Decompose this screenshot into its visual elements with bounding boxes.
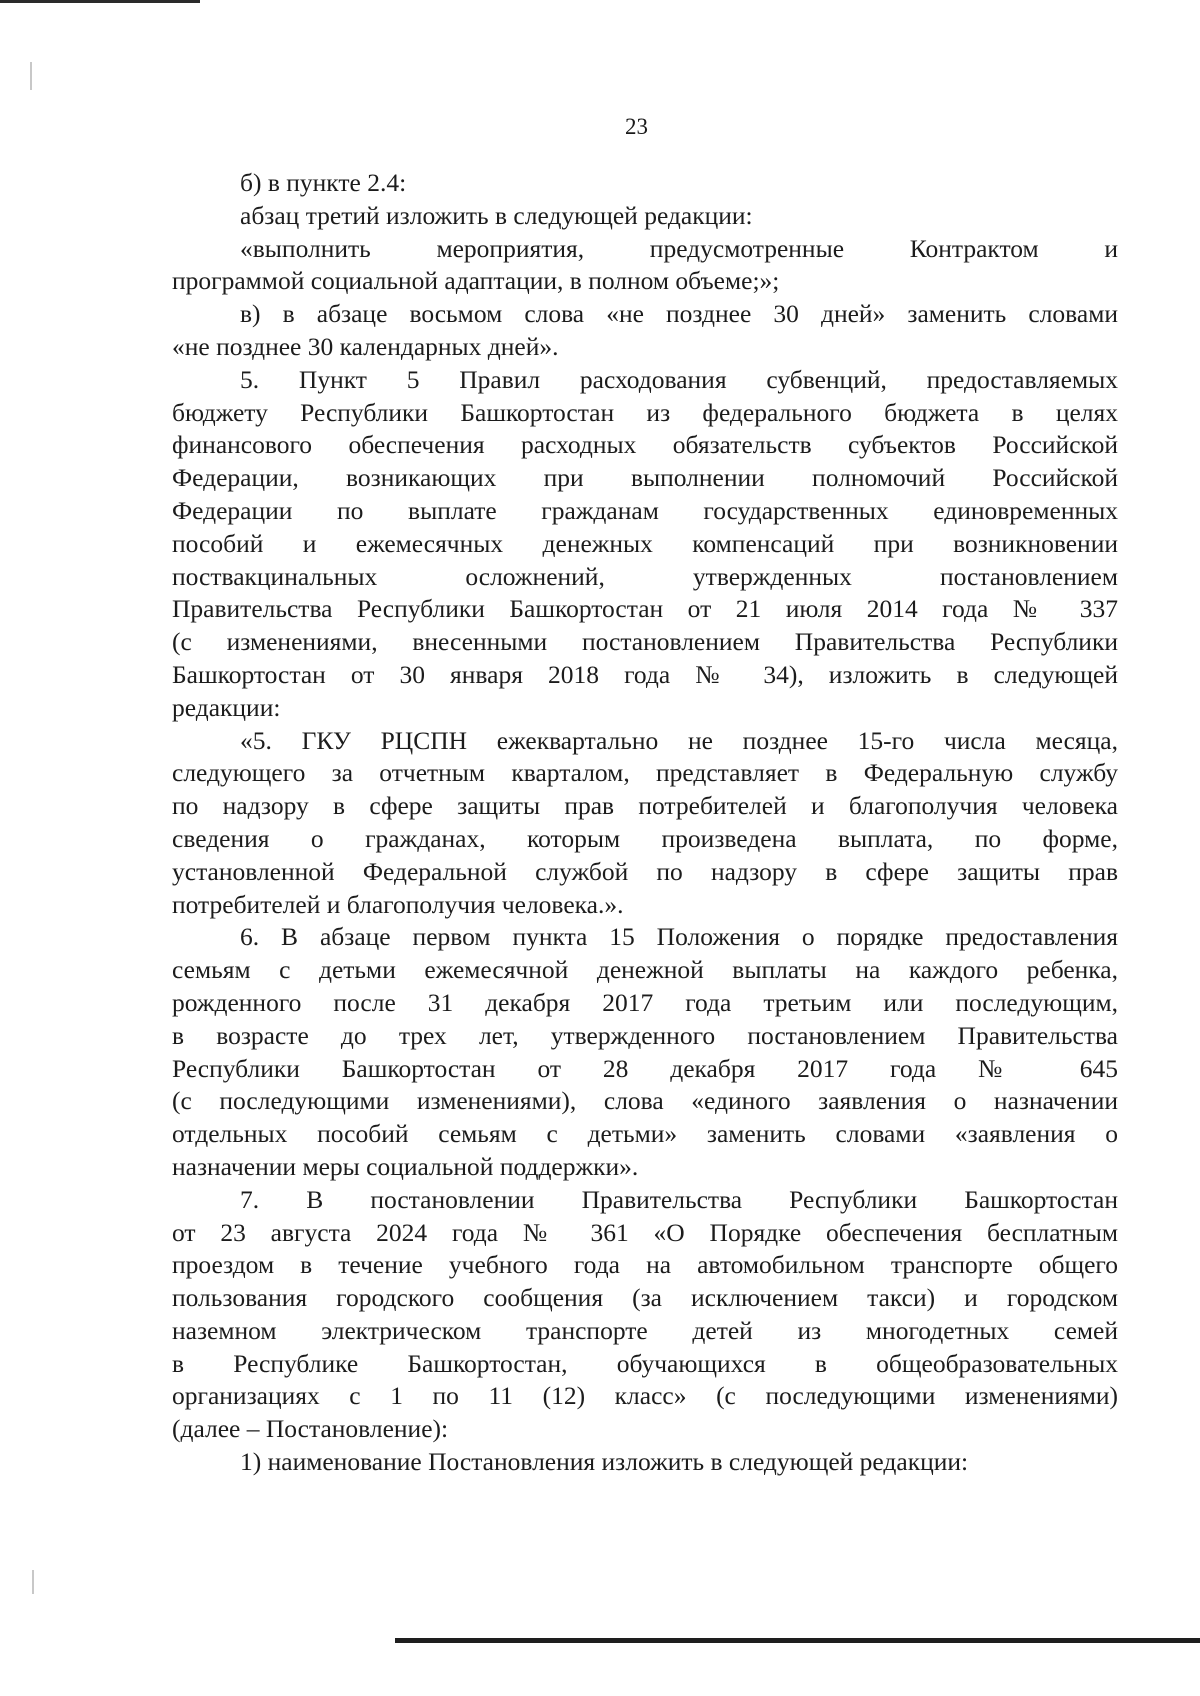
text-line: финансового обеспечения расходных обязательств субъектов Российской	[172, 430, 1118, 460]
text-line: отдельных пособий семьям с детьми» заменить словами «заявления о	[172, 1119, 1118, 1149]
text-line: программой социальной адаптации, в полном объеме;»;	[172, 266, 780, 296]
text-line: (с последующими изменениями), слова «единого заявления о назначении	[172, 1086, 1118, 1116]
text-line: редакции:	[172, 692, 281, 722]
text-line: пособий и ежемесячных денежных компенсаций при возникновении	[172, 528, 1118, 558]
text-line: от 23 августа 2024 года № 361 «О Порядке обеспечения бесплатным	[172, 1217, 1118, 1247]
text-line: в возрасте до трех лет, утвержденного постановлением Правительства	[172, 1020, 1118, 1050]
text-line: по надзору в сфере защиты прав потребителей и благополучия человека	[172, 791, 1118, 821]
text-line: Федерации по выплате гражданам государственных единовременных	[172, 495, 1118, 525]
document-body	[172, 167, 1118, 1479]
text-line: 5. Пункт 5 Правил расходования субвенций, предоставляемых	[240, 364, 1118, 394]
text-line: 1) наименование Постановления изложить в следующей редакции:	[240, 1447, 969, 1477]
text-line: Федерации, возникающих при выполнении полномочий Российской	[172, 463, 1118, 493]
text-line: «не позднее 30 календарных дней».	[172, 331, 559, 361]
text-line: Республики Башкортостан от 28 декабря 2017 года № 645	[172, 1053, 1118, 1083]
text-line: назначении меры социальной поддержки».	[172, 1151, 639, 1181]
text-line: (далее – Постановление):	[172, 1414, 449, 1444]
text-line: в) в абзаце восьмом слова «не позднее 30 дней» заменить словами	[240, 299, 1118, 329]
text-line: 7. В постановлении Правительства Республики Башкортостан	[240, 1184, 1118, 1214]
scan-edge-line-top	[0, 0, 200, 3]
text-line: сведения о гражданах, которым произведена выплата, по форме,	[172, 823, 1118, 853]
text-line: Башкортостан от 30 января 2018 года № 34), изложить в следующей	[172, 659, 1118, 689]
text-line: «5. ГКУ РЦСПН ежеквартально не позднее 15-го числа месяца,	[240, 725, 1118, 755]
text-line: б) в пункте 2.4:	[240, 168, 407, 197]
text-line: организациях с 1 по 11 (12) класс» (с последующими изменениями)	[172, 1381, 1118, 1411]
text-line: поствакцинальных осложнений, утвержденных постановлением	[172, 561, 1118, 591]
page-number: 23	[625, 114, 648, 139]
text-line: семьям с детьми ежемесячной денежной выплаты на каждого ребенка,	[172, 955, 1118, 985]
text-line: 6. В абзаце первом пункта 15 Положения о порядке предоставления	[240, 922, 1118, 952]
text-line: абзац третий изложить в следующей редакции:	[240, 200, 753, 230]
text-line: следующего за отчетным кварталом, представляет в Федеральную службу	[172, 758, 1118, 788]
text-line: в Республике Башкортостан, обучающихся в общеобразовательных	[172, 1348, 1118, 1378]
margin-mark	[32, 1570, 34, 1594]
text-line: бюджету Республики Башкортостан из федерального бюджета в целях	[172, 397, 1118, 427]
text-line: потребителей и благополучия человека.».	[172, 889, 624, 919]
text-line: пользования городского сообщения (за исключением такси) и городском	[172, 1283, 1118, 1313]
text-line: (с изменениями, внесенными постановлением Правительства Республики	[172, 627, 1118, 657]
text-line: рожденного после 31 декабря 2017 года третьим или последующим,	[172, 987, 1118, 1017]
text-line: наземном электрическом транспорте детей из многодетных семей	[172, 1315, 1118, 1345]
text-line: «выполнить мероприятия, предусмотренные Контрактом и	[240, 233, 1118, 263]
scan-edge-line-bottom	[395, 1638, 1200, 1643]
margin-mark	[30, 62, 32, 90]
text-line: установленной Федеральной службой по надзору в сфере защиты прав	[172, 856, 1118, 886]
text-line: проездом в течение учебного года на автомобильном транспорте общего	[172, 1250, 1118, 1280]
text-line: Правительства Республики Башкортостан от 21 июля 2014 года № 337	[172, 594, 1118, 624]
